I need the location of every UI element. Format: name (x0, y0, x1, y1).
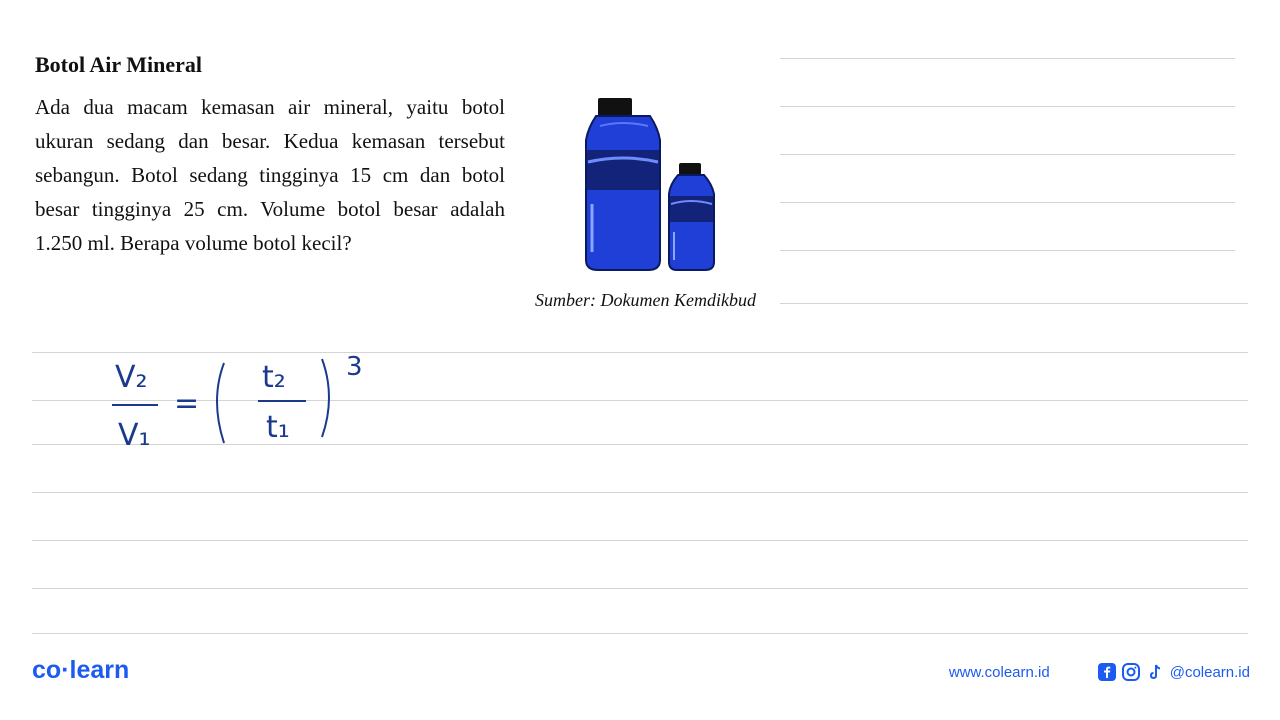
ruled-line (780, 106, 1235, 107)
large-bottle (586, 98, 660, 270)
formula-t2: t₂ (262, 360, 286, 395)
facebook-icon[interactable] (1098, 663, 1116, 681)
formula-v2: V₂ (115, 360, 148, 395)
tiktok-icon[interactable] (1146, 663, 1164, 681)
formula-exponent: 3 (346, 352, 363, 382)
footer-links (949, 663, 1250, 681)
problem-text: Ada dua macam kemasan air mineral, yaitu botol ukuran sedang dan besar. Kedua kemasan tersebut sebangun. Botol sedang tingginya 15 cm dan botol besar tingginya 25 cm. Volume botol besar adalah 1.250 ml. Berapa volume botol kecil? (35, 95, 505, 255)
ruled-line (32, 492, 1248, 493)
formula-equals: = (174, 386, 200, 421)
ruled-line (780, 303, 1248, 304)
instagram-icon[interactable] (1122, 663, 1140, 681)
ruled-line (32, 633, 1248, 634)
image-caption: Sumber: Dokumen Kemdikbud (535, 290, 756, 310)
ruled-line (32, 588, 1248, 589)
ruled-line (780, 250, 1235, 251)
bottles-illustration (578, 92, 723, 274)
formula-v1: V₁ (118, 418, 151, 453)
colearn-logo: co·learn (32, 656, 130, 684)
ruled-line (780, 58, 1235, 59)
problem-title: Botol Air Mineral (35, 52, 203, 77)
small-bottle (669, 163, 714, 270)
social-handle[interactable]: @colearn.id (1169, 663, 1250, 681)
website-link[interactable]: www.colearn.id (948, 663, 1050, 681)
ruled-line (780, 202, 1235, 203)
ruled-line (32, 540, 1248, 541)
formula-t1: t₁ (266, 410, 290, 445)
ruled-line (780, 154, 1235, 155)
handwritten-formula (100, 345, 400, 455)
